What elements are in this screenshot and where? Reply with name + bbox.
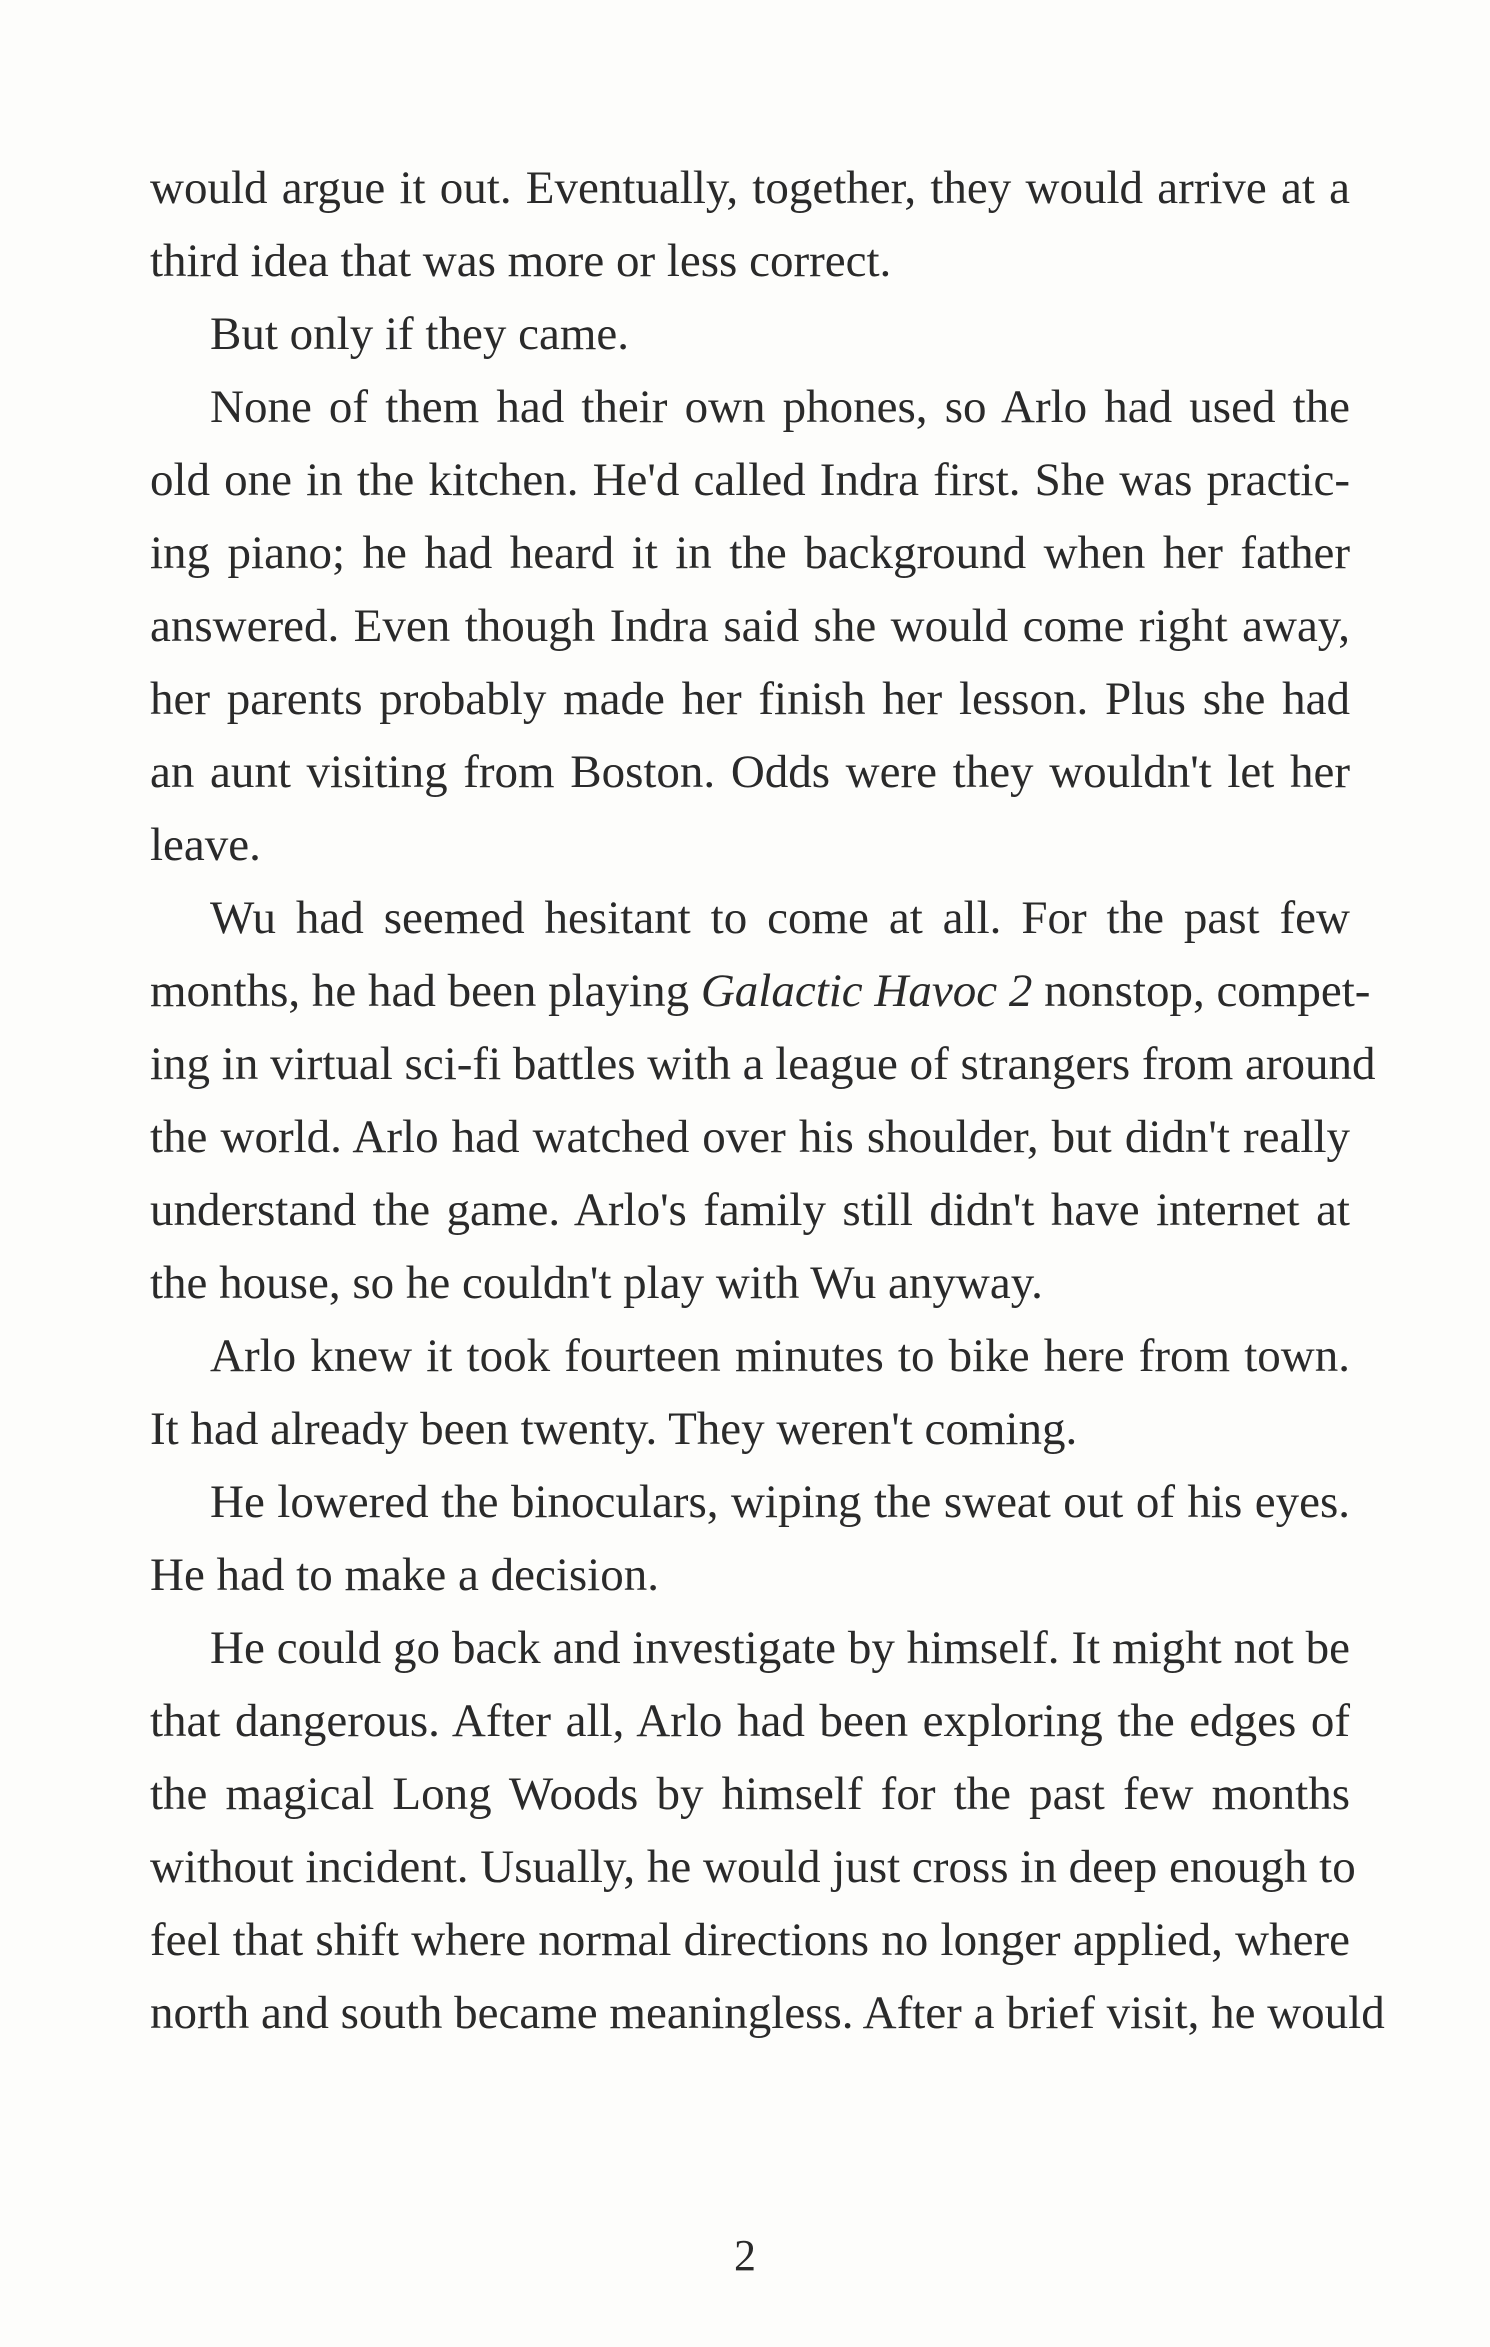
text-line: He had to make a decision. (150, 1549, 659, 1601)
text-line: feel that shift where normal directions no longer applied, where (150, 1914, 1350, 1966)
text-line: the magical Long Woods by himself for the past few months (150, 1768, 1350, 1820)
text-line: ing piano; he had heard it in the background when her father (150, 527, 1350, 579)
body-text (150, 152, 1385, 2050)
text-line: would argue it out. Eventually, together, they would arrive at a (150, 162, 1350, 214)
text-line: leave. (150, 819, 261, 871)
text-line: answered. Even though Indra said she would come right away, (150, 600, 1350, 652)
text-line: Wu had seemed hesitant to come at all. For the past few (210, 892, 1350, 944)
text-line: third idea that was more or less correct. (150, 235, 892, 287)
page-number: 2 (734, 2231, 756, 2280)
text-line: It had already been twenty. They weren't coming. (150, 1403, 1078, 1455)
game-title: Galactic Havoc 2 (700, 965, 1033, 1017)
text-line: Arlo knew it took fourteen minutes to bike here from town. (210, 1330, 1350, 1382)
text-line: north and south became meaningless. After a brief visit, he would (150, 1987, 1385, 2039)
text-segment: months, he had been playing (150, 965, 701, 1017)
text-segment: nonstop, compet- (1032, 965, 1371, 1017)
text-line: the house, so he couldn't play with Wu anyway. (150, 1257, 1043, 1309)
text-line: without incident. Usually, he would just cross in deep enough to (150, 1841, 1356, 1893)
text-line: None of them had their own phones, so Arlo had used the (210, 381, 1350, 433)
text-line: He lowered the binoculars, wiping the sweat out of his eyes. (210, 1476, 1350, 1528)
text-line: old one in the kitchen. He'd called Indra first. She was practic- (150, 454, 1350, 506)
text-line: He could go back and investigate by himself. It might not be (210, 1622, 1350, 1674)
text-line: that dangerous. After all, Arlo had been exploring the edges of (150, 1695, 1350, 1747)
text-line: But only if they came. (210, 308, 629, 360)
text-line: an aunt visiting from Boston. Odds were they wouldn't let her (150, 746, 1350, 798)
text-line: understand the game. Arlo's family still didn't have internet at (150, 1184, 1350, 1236)
text-line-with-italic-title (150, 955, 1371, 1028)
text-line: ing in virtual sci-fi battles with a league of strangers from around (150, 1038, 1376, 1090)
text-line: the world. Arlo had watched over his shoulder, but didn't really (150, 1111, 1350, 1163)
text-line: her parents probably made her finish her lesson. Plus she had (150, 673, 1350, 725)
